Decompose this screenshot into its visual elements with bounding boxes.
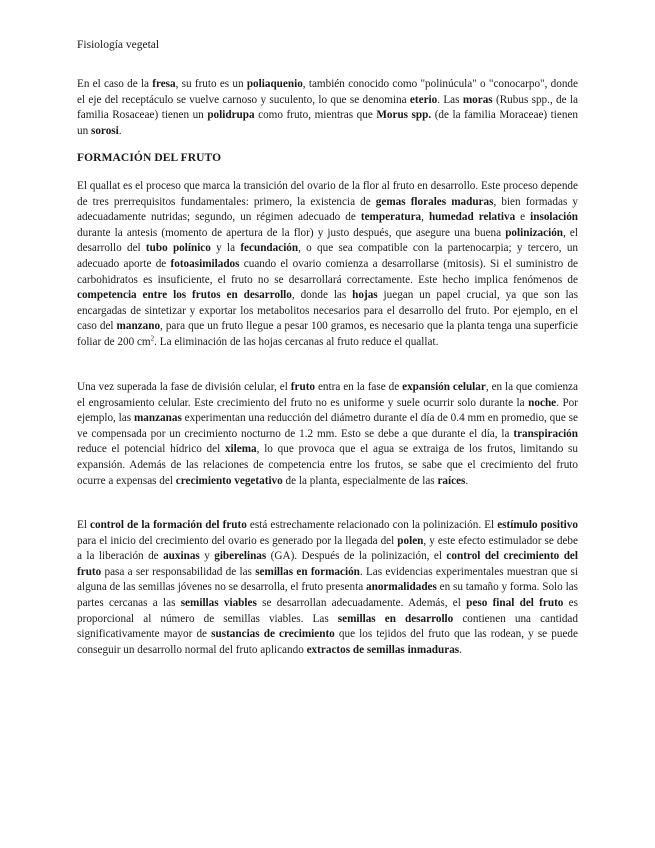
text-run: reduce el potencial hídrico del (77, 443, 225, 456)
text-run: . (118, 124, 122, 137)
text-run: , en la que comienza el engrosamiento celular. Este crecimiento del fruto no es uniforme y suele ocurrir solo durante la (77, 381, 578, 409)
text-run: y (199, 550, 215, 563)
bold-term: extractos de semillas inmaduras (306, 643, 460, 656)
bold-term: competencia entre los frutos en desarrollo (77, 289, 292, 302)
bold-term: Morus spp. (376, 109, 432, 122)
bold-term: polen (397, 534, 424, 547)
bold-term: control del crecimiento del fruto (77, 550, 578, 578)
text-run: . (465, 474, 469, 487)
text-run: En el caso de la (77, 78, 153, 90)
paragraph-fruit-set (77, 179, 578, 351)
bold-term: peso final del fruto (466, 596, 564, 609)
bold-term: fruto (290, 381, 316, 393)
text-run: es proporcional al número de semillas viables. Las (77, 596, 578, 625)
bold-term: estímulo positivo (497, 519, 578, 531)
text-run: (GA). Después de la polinización, el (266, 550, 447, 563)
text-run: entra en la fase de (315, 381, 403, 393)
paragraph-fruit-control (77, 518, 578, 658)
text-run: pasa a ser responsabilidad de las (101, 565, 256, 578)
text-run: . Las (437, 93, 463, 106)
text-run: cuando el ovario comienza a desarrollarse (mitosis). Si el suministro de carbohidratos es insuficiente, el fruto no se desarrollará correctamente. Este hecho implica fenómenos de (77, 257, 579, 286)
text-run: Una vez superada la fase de división celular, el (77, 381, 291, 393)
text-run: en su tamaño y forma. Solo las partes cercanas a las (77, 581, 578, 609)
bold-term: moras (462, 93, 493, 106)
text-run: , el desarrollo del (77, 226, 578, 255)
text-run: experimentan una reducción del diámetro durante el día de 0.4 mm en promedio, que se ve compensada por un crecimiento nocturno de 1.2 mm. Esto se debe a que durante el día, la (77, 412, 578, 440)
intro-paragraph (77, 77, 578, 139)
text-run: , su fruto es un (175, 78, 247, 90)
bold-term: noche (528, 396, 557, 409)
bold-term: temperatura (360, 211, 422, 224)
bold-term: control de la formación del fruto (90, 519, 247, 531)
bold-term: humedad relativa (428, 211, 516, 224)
bold-term: poliaquenio (246, 78, 303, 90)
text-run: está estrechamente relacionado con la polinización. El (246, 519, 498, 531)
bold-term: semillas en formación (255, 565, 360, 578)
bold-term: raíces (437, 474, 466, 487)
text-run: , bien formadas y adecuadamente nutridas; segundo, un régimen adecuado de (77, 195, 578, 224)
bold-term: polidrupa (207, 109, 255, 122)
text-run: durante la antesis (momento de apertura de la flor) y justo después, que asegure una buena (77, 226, 506, 239)
text-run: . Por ejemplo, las (77, 396, 578, 425)
text-run: como fruto, mientras que (254, 109, 377, 122)
bold-term: manzanas (133, 412, 182, 425)
text-run: , lo que provoca que el agua se extraiga de los frutos, limitando su expansión. Además de las relaciones de competencia entre los frutos, se sabe que el crecimiento del fruto ocurre a expensas del (77, 443, 578, 487)
bold-term: eterio (409, 93, 438, 106)
bold-term: transpiración (513, 427, 578, 440)
text-run: , y este efecto estimulador se debe a la liberación de (77, 534, 578, 563)
text-run: de la planta, especialmente de las (282, 474, 438, 487)
bold-term: expansión celular (402, 381, 486, 393)
text-run: . (459, 643, 462, 656)
bold-term: gemas florales maduras (375, 195, 494, 208)
bold-term: sustancias de crecimiento (211, 628, 335, 641)
text-run: El quallat es el proceso que marca la transición del ovario de la flor al fruto en desarrollo. Este proceso depende de tres prerrequisitos fundamentales: primero, la existencia de (77, 180, 578, 208)
bold-term: manzano (116, 320, 161, 333)
text-run: , para que un fruto llegue a pesar 100 gramos, es necesario que la planta tenga una superficie foliar de 200 cm (77, 320, 579, 348)
bold-term: sorosi (90, 124, 119, 137)
paragraph-cell-expansion (77, 380, 578, 489)
bold-term: giberelinas (214, 550, 267, 563)
text-run: juegan un papel crucial, ya que son las encargadas de sintetizar y exportar los metabolitos necesarios para el desarrollo del fruto. Por ejemplo, en el caso del (77, 289, 578, 333)
text-run: , o que sea compatible con la partenocarpia; y tercero, un adecuado aporte de (77, 242, 579, 270)
bold-term: fresa (152, 78, 176, 90)
page-header-title: Fisiología vegetal (77, 39, 160, 51)
bold-term: fotoasimilados (170, 257, 240, 270)
text-run: para el inicio del crecimiento del ovario es generado por la llegada del (77, 534, 398, 547)
bold-term: fecundación (240, 242, 299, 255)
bold-term: anormalidades (366, 581, 437, 594)
bold-term: semillas en desarrollo (337, 612, 454, 625)
bold-term: crecimiento vegetativo (175, 474, 283, 487)
superscript: 2 (150, 334, 155, 343)
text-run: , (421, 211, 429, 224)
text-run: (Rubus spp., de la familia Rosaceae) tienen un (77, 93, 579, 122)
text-run: se desarrollan adecuadamente. Además, el (256, 596, 467, 609)
text-run: . La eliminación de las hojas cercanas al fruto reduce el quallat. (154, 335, 439, 348)
section-heading: FORMACIÓN DEL FRUTO (77, 152, 222, 164)
text-run: que los tejidos del fruto que las rodean, y se puede conseguir un desarrollo normal del fruto aplicando (77, 628, 578, 656)
bold-term: tubo polínico (145, 242, 211, 255)
text-run: El (77, 519, 91, 531)
bold-term: hojas (352, 289, 378, 302)
bold-term: xilema (224, 443, 257, 456)
text-run: , también conocido como "polinúcula" o "conocarpo", donde el eje del receptáculo se vuelve carnoso y suculento, lo que se denomina (77, 78, 578, 106)
text-run: (de la familia Moraceae) tienen un (77, 109, 579, 137)
bold-term: polinización (505, 226, 564, 239)
text-run: . Las evidencias experimentales muestran que si alguna de las semillas jóvenes no se desarrolla, el fruto presenta (77, 565, 578, 594)
bold-term: semillas viables (180, 596, 257, 609)
text-run: y la (210, 242, 241, 255)
bold-term: insolación (530, 211, 579, 224)
text-run: contienen una cantidad significativamente mayor de (77, 612, 578, 641)
text-run: e (515, 211, 531, 224)
text-run: , donde las (291, 289, 353, 302)
bold-term: auxinas (163, 550, 200, 563)
